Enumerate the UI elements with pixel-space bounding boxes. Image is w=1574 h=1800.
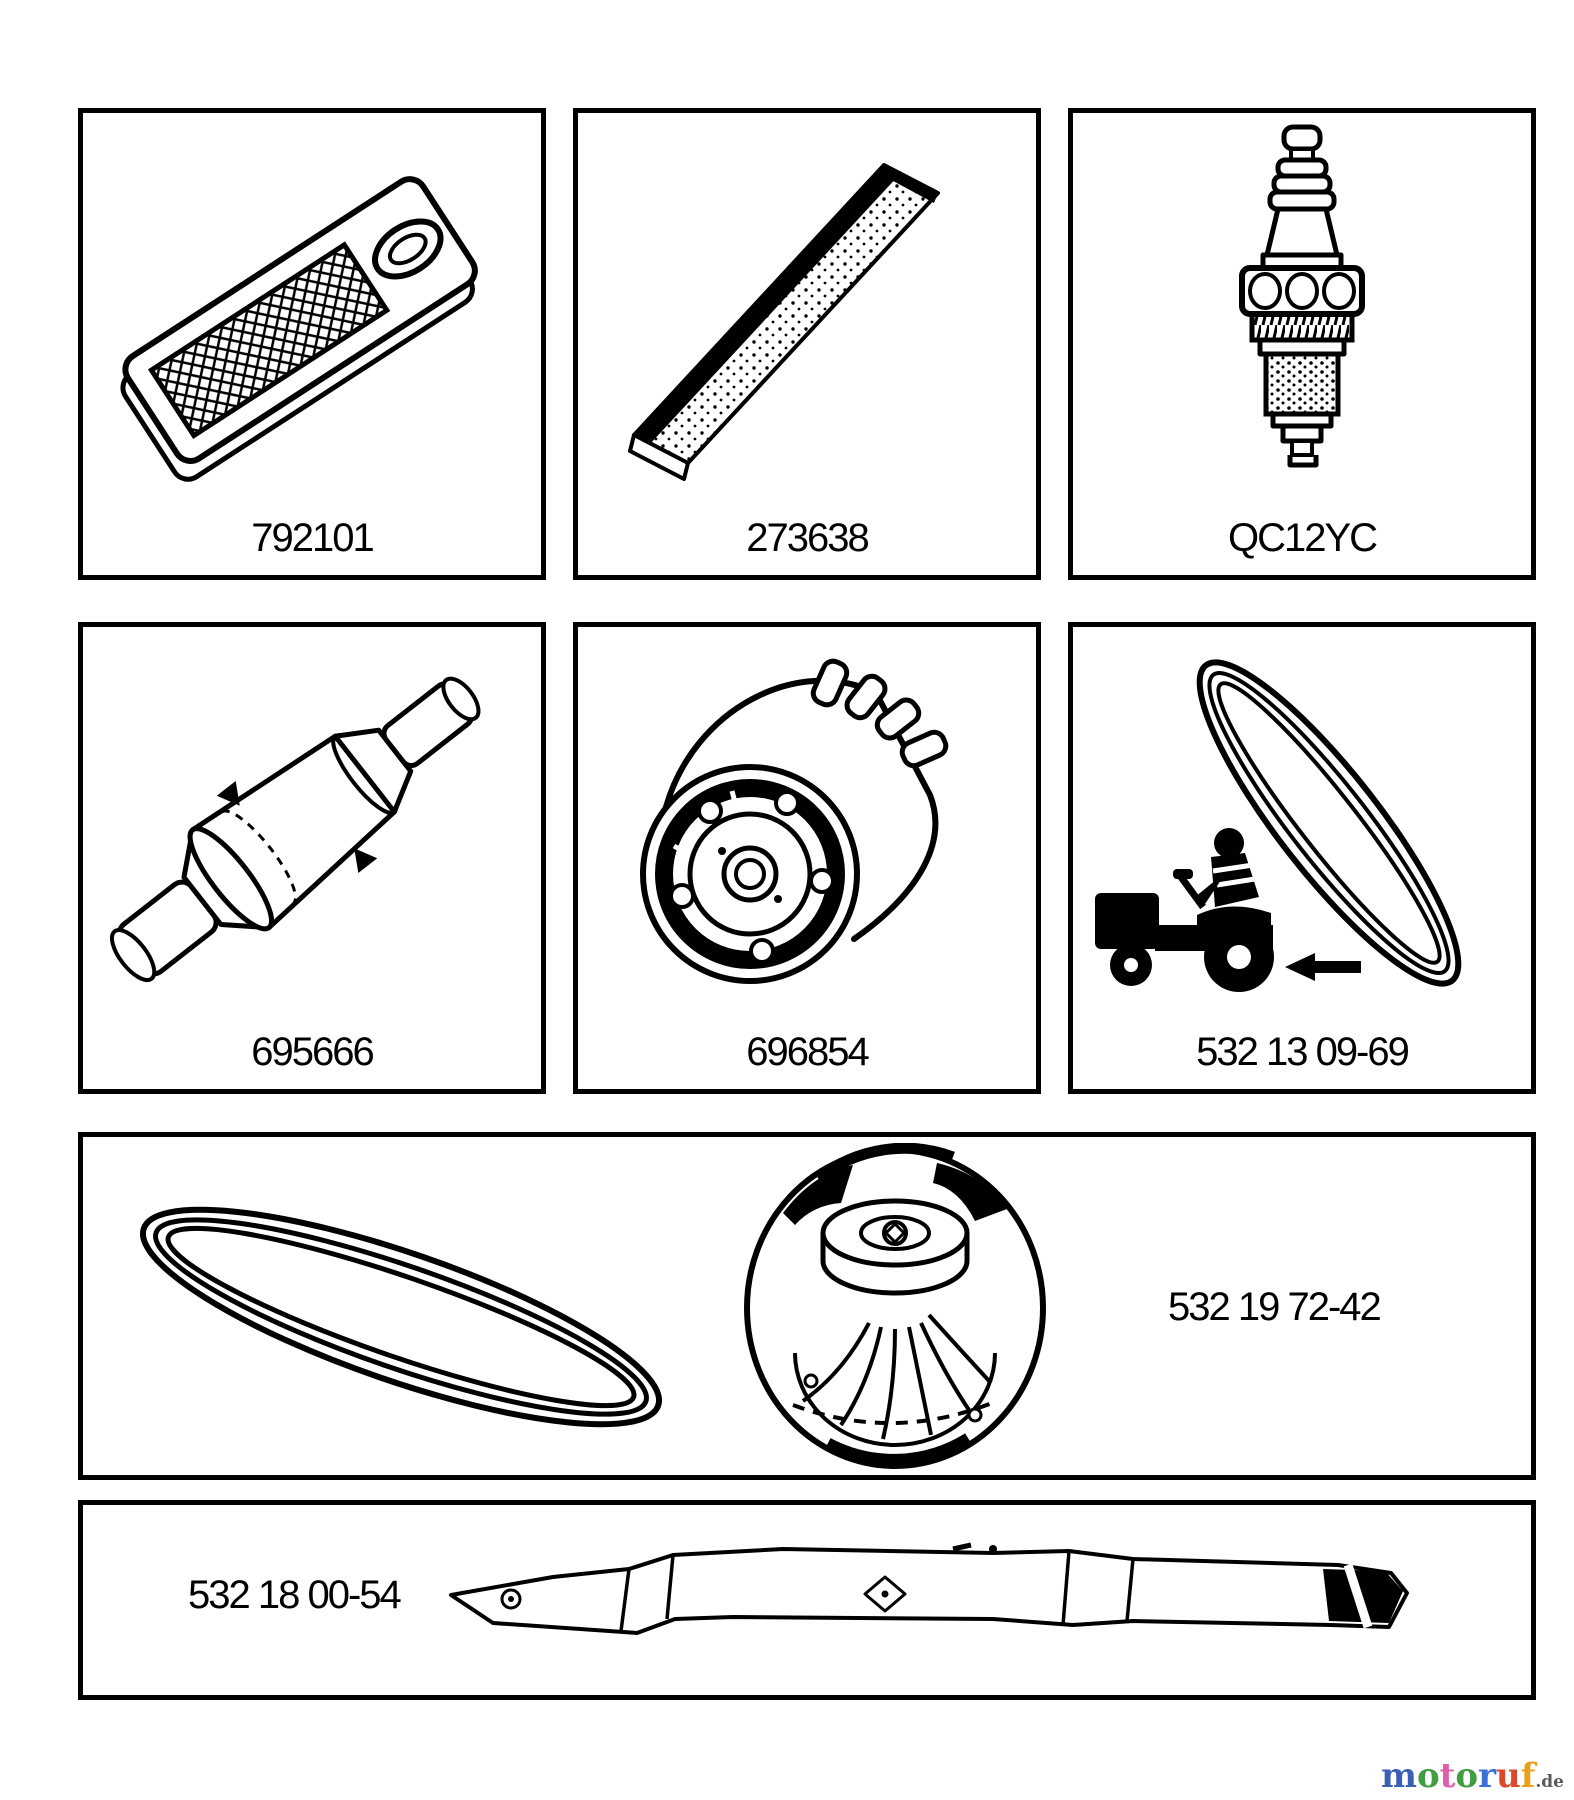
- mandrel-pulley-drawing: [723, 1143, 1063, 1473]
- part-cell-pre-filter: [573, 108, 1041, 580]
- part-cell-blade: [78, 1500, 1536, 1700]
- mower-blade-drawing: [433, 1507, 1433, 1697]
- watermark-letter: u: [1496, 1756, 1521, 1796]
- inline-fuel-filter-drawing: [87, 631, 539, 1023]
- watermark-suffix: .de: [1535, 1772, 1564, 1792]
- watermark-letter: m: [1381, 1756, 1417, 1796]
- arrow-left-icon: [1285, 953, 1361, 981]
- part-cell-deck-belt-mandrel: [78, 1132, 1536, 1480]
- part-number-air-filter: 792101: [251, 516, 373, 560]
- part-cell-air-filter: [78, 108, 546, 580]
- spark-plug-drawing: [1077, 117, 1529, 509]
- part-number-pre-filter: 273638: [746, 516, 868, 560]
- deck-belt-drawing: [101, 1149, 701, 1469]
- tractor-icon: [1095, 828, 1274, 992]
- part-cell-spark-plug: [1068, 108, 1536, 580]
- part-cell-fuel-filter: [78, 622, 546, 1094]
- foam-pre-filter-sheet-drawing: [582, 117, 1034, 509]
- part-number-fuel-filter: 695666: [251, 1030, 373, 1074]
- part-number-deck-belt-mandrel: 532 19 72-42: [1168, 1285, 1380, 1329]
- watermark-letter: o: [1416, 1756, 1440, 1796]
- oil-filter-drawing: [582, 631, 1034, 1023]
- part-number-blade: 532 18 00-54: [188, 1573, 400, 1617]
- motoruf-logo[interactable]: [1381, 1756, 1564, 1796]
- part-cell-oil-filter: [573, 622, 1041, 1094]
- air-filter-cartridge-drawing: [87, 117, 539, 509]
- part-cell-ground-drive-belt: [1068, 622, 1536, 1094]
- part-number-oil-filter: 696854: [746, 1030, 868, 1074]
- watermark-letter: f: [1520, 1756, 1536, 1796]
- part-number-spark-plug: QC12YC: [1227, 516, 1377, 560]
- watermark-letter: t: [1439, 1756, 1456, 1796]
- drive-belt-with-tractor-drawing: [1077, 631, 1529, 1023]
- part-number-ground-drive-belt: 532 13 09-69: [1196, 1030, 1408, 1074]
- watermark-letter: o: [1455, 1756, 1479, 1796]
- watermark-letter: r: [1478, 1756, 1496, 1796]
